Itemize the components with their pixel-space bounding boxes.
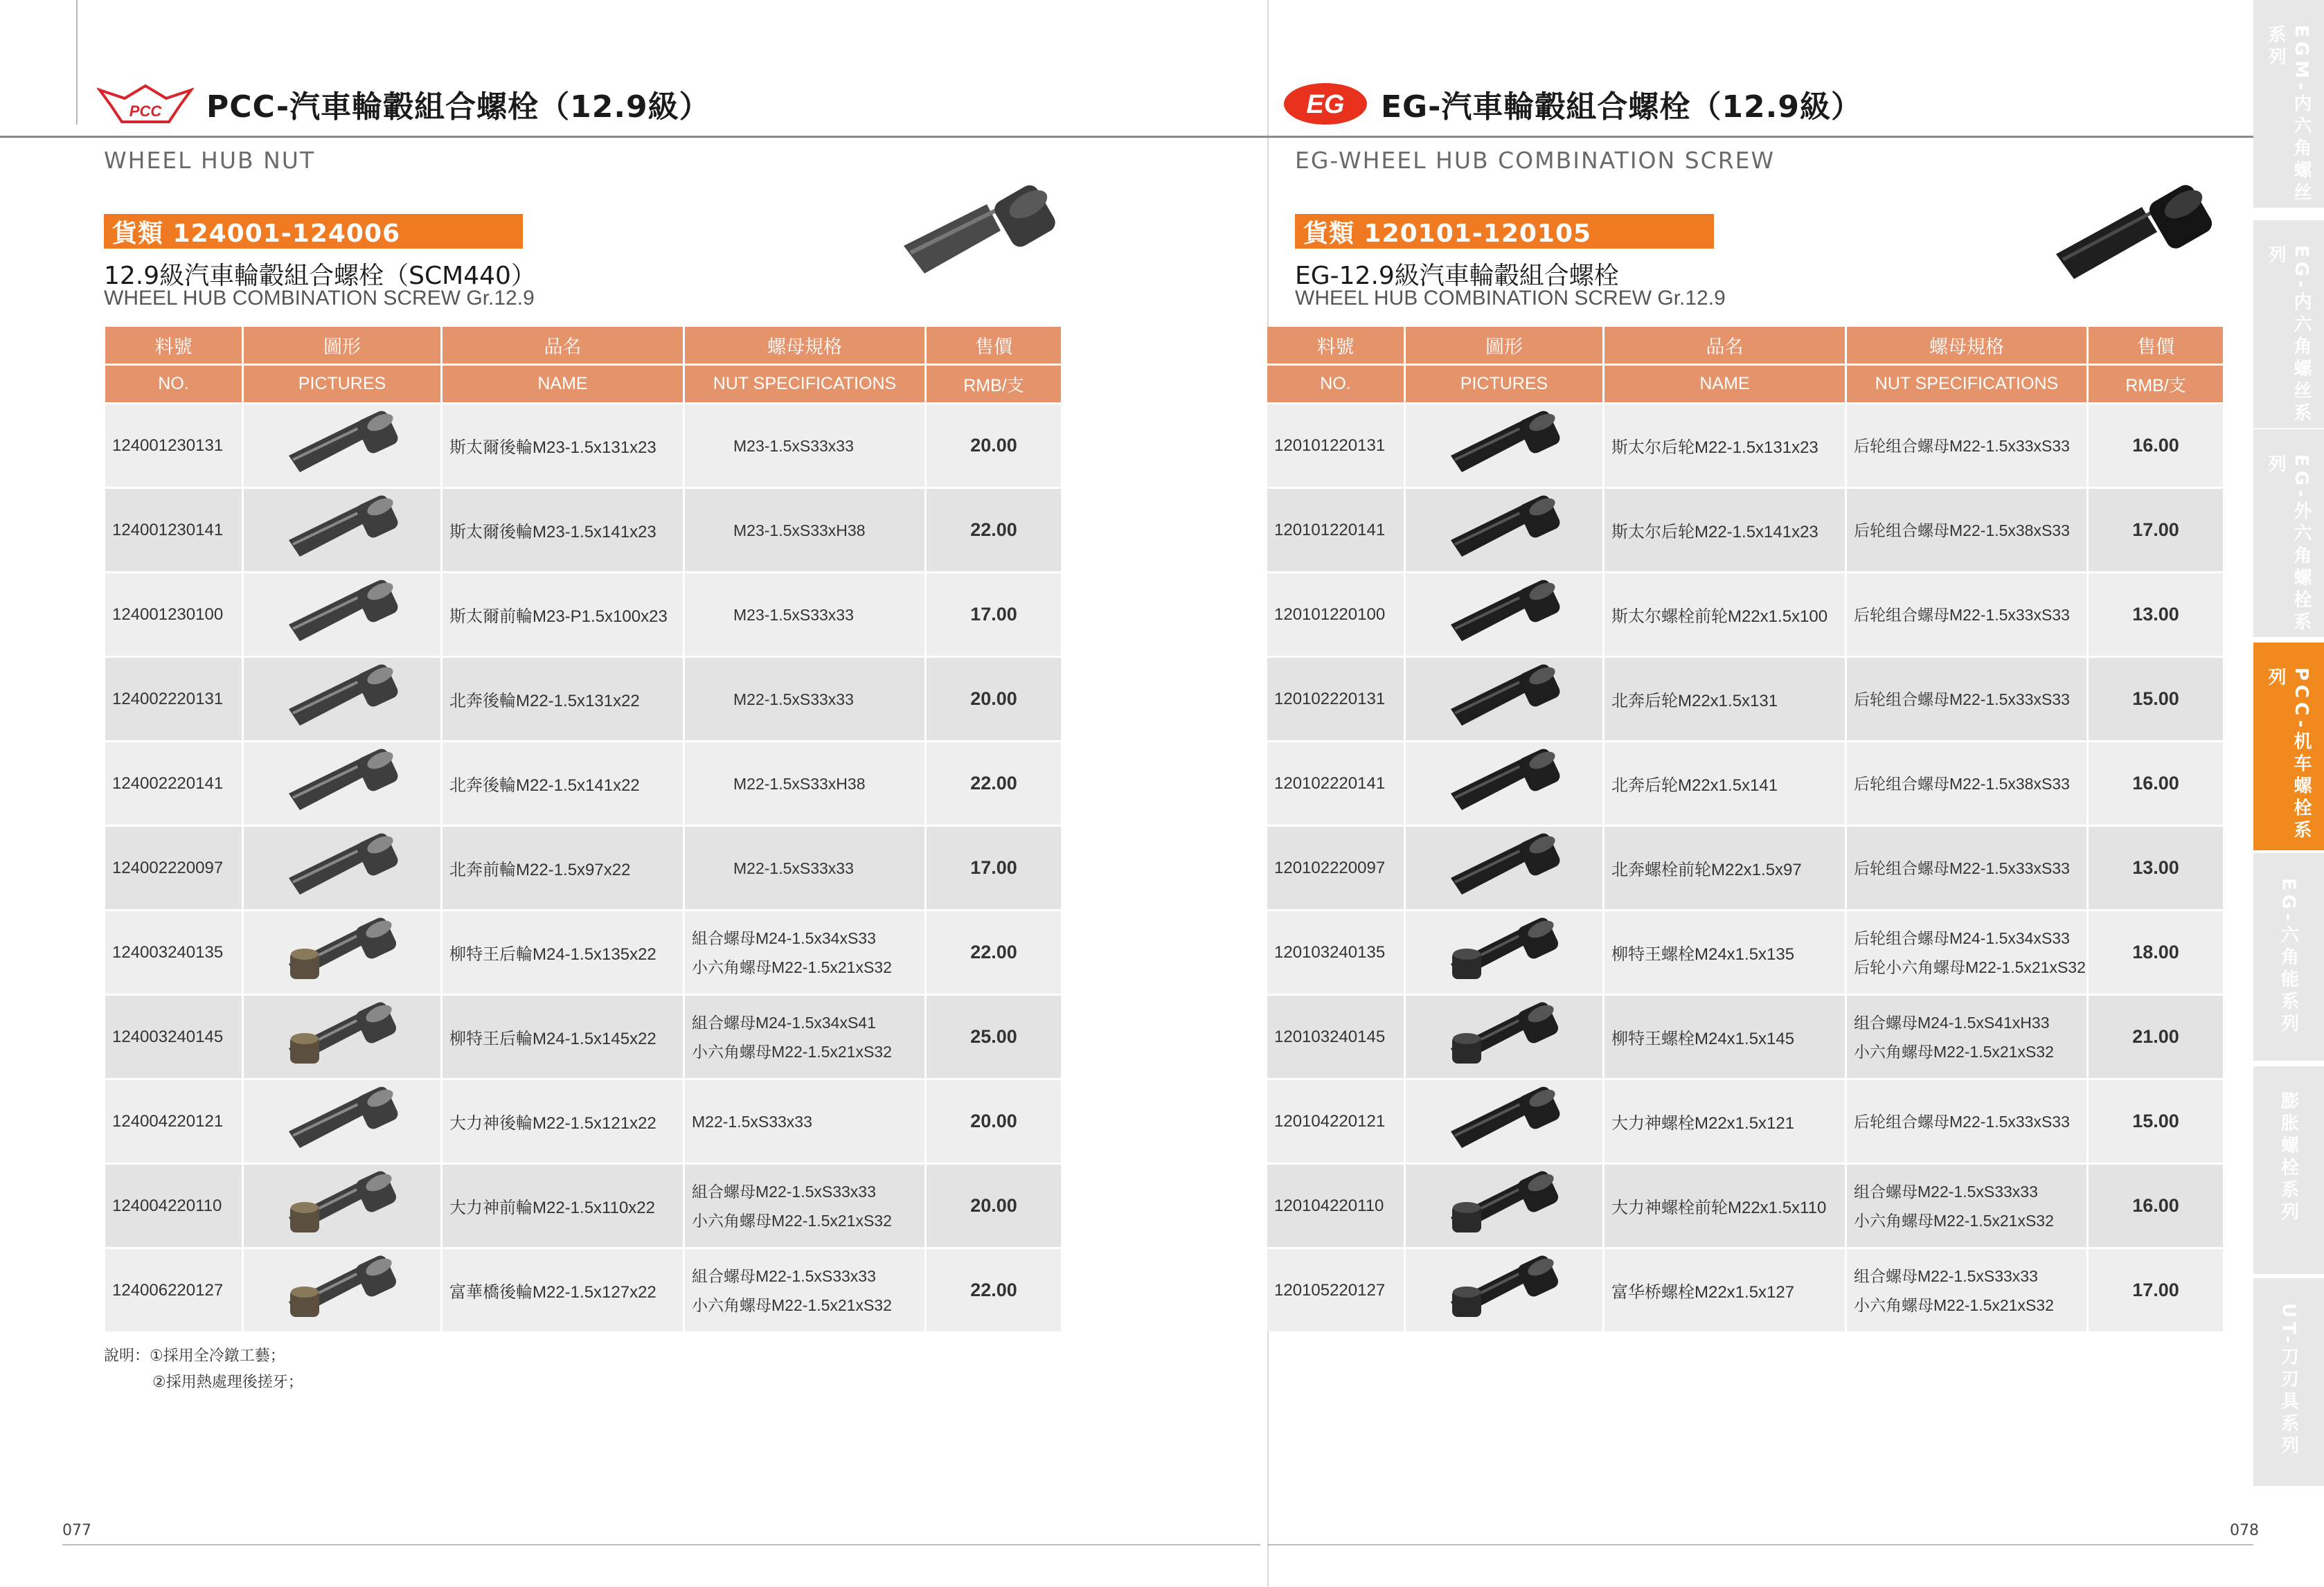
table-row bbox=[1267, 487, 2223, 571]
price: 22.00 bbox=[927, 909, 1061, 994]
product-picture bbox=[244, 909, 440, 994]
col-header-nut-en: NUT SPECIFICATIONS bbox=[685, 364, 924, 402]
nut-specification bbox=[685, 1078, 924, 1163]
col-header-pictures: 圖形 bbox=[244, 327, 440, 364]
table-row bbox=[1267, 740, 2223, 825]
product-picture bbox=[1406, 1247, 1602, 1332]
nut-spec-line-2: 后轮小六角螺母M22-1.5x21xS32 bbox=[1854, 958, 2086, 976]
hub-bolt-icon bbox=[1445, 409, 1563, 478]
hub-bolt-icon bbox=[1445, 493, 1563, 562]
part-number: 124003240145 bbox=[105, 994, 242, 1078]
side-tab-label: PCC-机车螺栓系列 bbox=[2265, 667, 2312, 843]
table-row bbox=[105, 487, 1061, 571]
col-header-nut: 螺母規格 bbox=[685, 327, 924, 364]
combo-bolt-icon bbox=[283, 1169, 401, 1238]
product-picture bbox=[1406, 487, 1602, 571]
table-row bbox=[1267, 571, 2223, 656]
header-rule bbox=[1267, 136, 2253, 138]
pcc-logo-icon bbox=[97, 82, 194, 126]
combo-bolt-icon bbox=[1445, 1000, 1563, 1069]
part-number: 120102220141 bbox=[1267, 740, 1404, 825]
table-row bbox=[1267, 994, 2223, 1078]
col-header-price-en: RMB/支 bbox=[2089, 364, 2223, 402]
hub-bolt-icon bbox=[283, 662, 401, 731]
side-tab[interactable] bbox=[2253, 220, 2324, 428]
side-tab-label: UT-刀刃具系列 bbox=[2278, 1303, 2299, 1458]
part-number: 124004220110 bbox=[105, 1163, 242, 1247]
col-header-price: 售價 bbox=[2089, 327, 2223, 364]
nut-specification bbox=[685, 571, 924, 656]
col-header-price: 售價 bbox=[927, 327, 1061, 364]
col-header-name-en: NAME bbox=[1605, 364, 1845, 402]
nut-specification bbox=[1847, 1163, 2086, 1247]
product-name: 柳特王螺栓M24x1.5x145 bbox=[1605, 994, 1845, 1078]
product-picture bbox=[244, 402, 440, 487]
side-tab[interactable] bbox=[2253, 429, 2324, 637]
product-picture bbox=[1406, 571, 1602, 656]
product-name: 大力神前輪M22-1.5x110x22 bbox=[443, 1163, 683, 1247]
nut-specification bbox=[1847, 571, 2086, 656]
part-number: 120102220097 bbox=[1267, 825, 1404, 909]
product-picture bbox=[244, 571, 440, 656]
nut-specification bbox=[685, 1163, 924, 1247]
product-picture bbox=[244, 740, 440, 825]
side-tab[interactable] bbox=[2253, 643, 2324, 850]
product-picture bbox=[1406, 656, 1602, 740]
note-1: 說明：①採用全冷鐓工藝； bbox=[104, 1347, 285, 1365]
nut-specification bbox=[1847, 1078, 2086, 1163]
hub-bolt-icon bbox=[283, 493, 401, 562]
right-spec-table bbox=[1265, 327, 2225, 1332]
product-picture bbox=[1406, 1078, 1602, 1163]
nut-spec-line-1: 組合螺母M24-1.5x34xS33 bbox=[692, 929, 876, 947]
price: 16.00 bbox=[2089, 402, 2223, 487]
product-name: 斯太尔后轮M22-1.5x131x23 bbox=[1605, 402, 1845, 487]
col-header-name: 品名 bbox=[1605, 327, 1845, 364]
part-number: 124002220141 bbox=[105, 740, 242, 825]
product-name: 大力神螺栓M22x1.5x121 bbox=[1605, 1078, 1845, 1163]
col-header-nut-en: NUT SPECIFICATIONS bbox=[1847, 364, 2086, 402]
nut-spec-line-1: 后轮组合螺母M22-1.5x38xS33 bbox=[1854, 521, 2070, 539]
nut-specification bbox=[1847, 487, 2086, 571]
price: 22.00 bbox=[927, 740, 1061, 825]
price: 25.00 bbox=[927, 994, 1061, 1078]
price: 17.00 bbox=[927, 571, 1061, 656]
nut-spec-line-1: 后轮组合螺母M22-1.5x33xS33 bbox=[1854, 436, 2070, 455]
hub-bolt-icon bbox=[1445, 1084, 1563, 1154]
part-number: 124001230141 bbox=[105, 487, 242, 571]
product-name: 大力神後輪M22-1.5x121x22 bbox=[443, 1078, 683, 1163]
table-row bbox=[105, 1078, 1061, 1163]
product-name: 富华桥螺栓M22x1.5x127 bbox=[1605, 1247, 1845, 1332]
product-picture bbox=[244, 825, 440, 909]
part-number: 124001230100 bbox=[105, 571, 242, 656]
nut-specification bbox=[1847, 740, 2086, 825]
part-number: 124006220127 bbox=[105, 1247, 242, 1332]
col-header-name-en: NAME bbox=[443, 364, 683, 402]
section-side-tabs bbox=[2253, 0, 2324, 1587]
hub-bolt-icon bbox=[283, 1084, 401, 1154]
nut-specification bbox=[685, 487, 924, 571]
nut-spec-line-1: 组合螺母M22-1.5xS33x33 bbox=[1854, 1266, 2038, 1285]
nut-spec-line-1: 后轮组合螺母M22-1.5x33xS33 bbox=[1854, 859, 2070, 877]
col-header-no-en: NO. bbox=[105, 364, 242, 402]
product-picture bbox=[244, 1163, 440, 1247]
nut-spec-line-1: 后轮组合螺母M22-1.5x38xS33 bbox=[1854, 774, 2070, 793]
product-name: 柳特王后輪M24-1.5x145x22 bbox=[443, 994, 683, 1078]
part-number: 120103240145 bbox=[1267, 994, 1404, 1078]
hub-bolt-icon bbox=[1445, 662, 1563, 731]
left-header bbox=[0, 0, 1267, 174]
header-rule bbox=[0, 136, 1267, 138]
product-picture bbox=[1406, 1163, 1602, 1247]
nut-specification bbox=[1847, 994, 2086, 1078]
product-title: 12.9級汽車輪轂組合螺栓（SCM440） bbox=[104, 262, 536, 290]
footer-rule bbox=[62, 1544, 1260, 1545]
table-row bbox=[1267, 909, 2223, 994]
part-number: 124004220121 bbox=[105, 1078, 242, 1163]
product-picture bbox=[244, 1078, 440, 1163]
footer-rule bbox=[1267, 1544, 2253, 1545]
price: 22.00 bbox=[927, 487, 1061, 571]
product-name: 斯太爾前輪M23-P1.5x100x23 bbox=[443, 571, 683, 656]
notes bbox=[104, 1343, 303, 1396]
product-picture bbox=[1406, 740, 1602, 825]
nut-spec-line-1: M22-1.5xS33x33 bbox=[733, 859, 854, 877]
price: 16.00 bbox=[2089, 740, 2223, 825]
hub-bolt-icon bbox=[283, 831, 401, 900]
product-name: 北奔螺栓前轮M22x1.5x97 bbox=[1605, 825, 1845, 909]
col-header-no: 料號 bbox=[105, 327, 242, 364]
price: 18.00 bbox=[2089, 909, 2223, 994]
price: 17.00 bbox=[927, 825, 1061, 909]
note-2: ②採用熱處理後搓牙； bbox=[152, 1374, 303, 1391]
product-picture bbox=[244, 656, 440, 740]
nut-spec-line-1: 组合螺母M24-1.5xS41xH33 bbox=[1854, 1013, 2050, 1032]
table-row bbox=[1267, 402, 2223, 487]
nut-specification bbox=[685, 909, 924, 994]
combo-bolt-icon bbox=[1445, 1253, 1563, 1322]
part-number: 120105220127 bbox=[1267, 1247, 1404, 1332]
nut-specification bbox=[685, 825, 924, 909]
hero-bolt-image bbox=[897, 177, 1063, 287]
combo-bolt-icon bbox=[283, 1253, 401, 1322]
product-name: 北奔后轮M22x1.5x141 bbox=[1605, 740, 1845, 825]
combo-bolt-icon bbox=[283, 915, 401, 985]
hero-bolt-image bbox=[2046, 177, 2219, 287]
table-row bbox=[105, 909, 1061, 994]
product-picture bbox=[1406, 909, 1602, 994]
table-row bbox=[105, 656, 1061, 740]
table-row bbox=[1267, 825, 2223, 909]
price: 20.00 bbox=[927, 656, 1061, 740]
page-number: 077 bbox=[62, 1522, 91, 1539]
right-header bbox=[1267, 0, 2253, 174]
nut-spec-line-1: M22-1.5xS33x33 bbox=[733, 690, 854, 708]
price: 17.00 bbox=[2089, 1247, 2223, 1332]
nut-spec-line-1: M23-1.5xS33x33 bbox=[733, 605, 854, 624]
nut-specification bbox=[1847, 656, 2086, 740]
hub-bolt-icon bbox=[1445, 577, 1563, 647]
page-subtitle: WHEEL HUB NUT bbox=[104, 147, 316, 174]
col-header-no: 料號 bbox=[1267, 327, 1404, 364]
product-picture bbox=[244, 994, 440, 1078]
table-row bbox=[1267, 1078, 2223, 1163]
nut-spec-line-1: 后轮组合螺母M24-1.5x34xS33 bbox=[1854, 929, 2070, 947]
product-name: 北奔後輪M22-1.5x131x22 bbox=[443, 656, 683, 740]
hub-bolt-icon bbox=[1445, 831, 1563, 900]
table-row bbox=[1267, 1163, 2223, 1247]
side-tab-label: EG-外六角螺栓系列 bbox=[2265, 454, 2312, 634]
product-name: 富華橋後輪M22-1.5x127x22 bbox=[443, 1247, 683, 1332]
col-header-name: 品名 bbox=[443, 327, 683, 364]
nut-spec-line-2: 小六角螺母M22-1.5x21xS32 bbox=[692, 1295, 892, 1314]
nut-spec-line-2: 小六角螺母M22-1.5x21xS32 bbox=[1854, 1295, 2054, 1314]
nut-specification bbox=[685, 402, 924, 487]
product-name: 柳特王螺栓M24x1.5x135 bbox=[1605, 909, 1845, 994]
category-bar: 貨類 120101-120105 bbox=[1295, 214, 1714, 249]
nut-spec-line-1: M23-1.5xS33xH38 bbox=[733, 521, 866, 539]
nut-spec-line-1: 后轮组合螺母M22-1.5x33xS33 bbox=[1854, 690, 2070, 708]
nut-specification bbox=[685, 740, 924, 825]
col-header-no-en: NO. bbox=[1267, 364, 1404, 402]
product-name: 斯太尔后轮M22-1.5x141x23 bbox=[1605, 487, 1845, 571]
product-name: 大力神螺栓前轮M22x1.5x110 bbox=[1605, 1163, 1845, 1247]
part-number: 120101220141 bbox=[1267, 487, 1404, 571]
price: 16.00 bbox=[2089, 1163, 2223, 1247]
col-header-pictures-en: PICTURES bbox=[244, 364, 440, 402]
left-spec-table bbox=[103, 327, 1063, 1332]
eg-logo-icon bbox=[1282, 82, 1368, 126]
table-row bbox=[105, 825, 1061, 909]
table-row bbox=[1267, 656, 2223, 740]
left-title-row bbox=[97, 82, 710, 126]
combo-bolt-icon bbox=[1445, 915, 1563, 985]
nut-spec-line-1: 组合螺母M22-1.5xS33x33 bbox=[1854, 1182, 2038, 1201]
category-bar: 貨類 124001-124006 bbox=[104, 214, 523, 249]
table-row bbox=[1267, 1247, 2223, 1332]
nut-specification bbox=[1847, 909, 2086, 994]
product-name: 北奔後輪M22-1.5x141x22 bbox=[443, 740, 683, 825]
nut-spec-line-2: 小六角螺母M22-1.5x21xS32 bbox=[692, 1211, 892, 1230]
right-title-row bbox=[1282, 82, 1862, 126]
col-header-nut: 螺母規格 bbox=[1847, 327, 2086, 364]
nut-spec-line-1: M22-1.5xS33x33 bbox=[692, 1112, 812, 1131]
right-page bbox=[1267, 0, 2259, 1587]
table-row bbox=[105, 740, 1061, 825]
part-number: 120101220131 bbox=[1267, 402, 1404, 487]
page-title: PCC-汽車輪轂組合螺栓（12.9級） bbox=[206, 89, 710, 125]
side-tab-label: EGM-内六角螺丝系列 bbox=[2265, 25, 2312, 205]
part-number: 120103240135 bbox=[1267, 909, 1404, 994]
pcc-logo-text: PCC bbox=[129, 102, 162, 120]
product-picture bbox=[1406, 402, 1602, 487]
part-number: 120104220110 bbox=[1267, 1163, 1404, 1247]
side-tab[interactable] bbox=[2253, 0, 2324, 208]
col-header-pictures-en: PICTURES bbox=[1406, 364, 1602, 402]
table-row bbox=[105, 994, 1061, 1078]
part-number: 124002220131 bbox=[105, 656, 242, 740]
part-number: 120101220100 bbox=[1267, 571, 1404, 656]
price: 17.00 bbox=[2089, 487, 2223, 571]
table-row bbox=[105, 571, 1061, 656]
part-number: 124003240135 bbox=[105, 909, 242, 994]
nut-specification bbox=[1847, 402, 2086, 487]
nut-spec-line-1: 后轮组合螺母M22-1.5x33xS33 bbox=[1854, 605, 2070, 624]
page-number: 078 bbox=[2230, 1522, 2259, 1539]
part-number: 120104220121 bbox=[1267, 1078, 1404, 1163]
combo-bolt-icon bbox=[283, 1000, 401, 1069]
product-subtitle: WHEEL HUB COMBINATION SCREW Gr.12.9 bbox=[1295, 287, 1726, 310]
product-name: 北奔后轮M22x1.5x131 bbox=[1605, 656, 1845, 740]
col-header-price-en: RMB/支 bbox=[927, 364, 1061, 402]
hub-bolt-icon bbox=[1445, 746, 1563, 816]
table-row bbox=[105, 1163, 1061, 1247]
table-row bbox=[105, 1247, 1061, 1332]
price: 15.00 bbox=[2089, 1078, 2223, 1163]
side-tab[interactable] bbox=[2253, 1278, 2324, 1486]
nut-spec-line-1: M22-1.5xS33xH38 bbox=[733, 774, 866, 793]
hub-bolt-icon bbox=[283, 577, 401, 647]
product-subtitle: WHEEL HUB COMBINATION SCREW Gr.12.9 bbox=[104, 287, 535, 310]
nut-spec-line-2: 小六角螺母M22-1.5x21xS32 bbox=[692, 958, 892, 976]
product-name: 北奔前輪M22-1.5x97x22 bbox=[443, 825, 683, 909]
hub-bolt-icon bbox=[283, 746, 401, 816]
col-header-pictures: 圖形 bbox=[1406, 327, 1602, 364]
nut-specification bbox=[1847, 1247, 2086, 1332]
part-number: 120102220131 bbox=[1267, 656, 1404, 740]
product-name: 斯太爾後輪M23-1.5x131x23 bbox=[443, 402, 683, 487]
side-tab[interactable] bbox=[2253, 853, 2324, 1061]
price: 13.00 bbox=[2089, 825, 2223, 909]
product-picture bbox=[244, 487, 440, 571]
nut-specification bbox=[685, 656, 924, 740]
price: 20.00 bbox=[927, 402, 1061, 487]
price: 20.00 bbox=[927, 1163, 1061, 1247]
product-name: 柳特王后輪M24-1.5x135x22 bbox=[443, 909, 683, 994]
price: 22.00 bbox=[927, 1247, 1061, 1332]
product-picture bbox=[244, 1247, 440, 1332]
nut-specification bbox=[685, 994, 924, 1078]
combo-bolt-icon bbox=[1445, 1169, 1563, 1238]
part-number: 124002220097 bbox=[105, 825, 242, 909]
page-subtitle: EG-WHEEL HUB COMBINATION SCREW bbox=[1295, 147, 1776, 174]
product-name: 斯太尔螺栓前轮M22x1.5x100 bbox=[1605, 571, 1845, 656]
hub-bolt-icon bbox=[283, 409, 401, 478]
page-title: EG-汽車輪轂組合螺栓（12.9級） bbox=[1381, 89, 1862, 125]
price: 15.00 bbox=[2089, 656, 2223, 740]
nut-spec-line-1: M23-1.5xS33x33 bbox=[733, 436, 854, 455]
nut-spec-line-1: 組合螺母M22-1.5xS33x33 bbox=[692, 1182, 876, 1201]
nut-specification bbox=[1847, 825, 2086, 909]
nut-spec-line-1: 后轮组合螺母M22-1.5x33xS33 bbox=[1854, 1112, 2070, 1131]
side-tab[interactable] bbox=[2253, 1066, 2324, 1274]
nut-spec-line-2: 小六角螺母M22-1.5x21xS32 bbox=[1854, 1211, 2054, 1230]
part-number: 124001230131 bbox=[105, 402, 242, 487]
table-row bbox=[105, 402, 1061, 487]
nut-spec-line-2: 小六角螺母M22-1.5x21xS32 bbox=[1854, 1042, 2054, 1061]
nut-specification bbox=[685, 1247, 924, 1332]
product-name: 斯太爾後輪M23-1.5x141x23 bbox=[443, 487, 683, 571]
product-title: EG-12.9級汽車輪轂組合螺栓 bbox=[1295, 262, 1619, 290]
nut-spec-line-2: 小六角螺母M22-1.5x21xS32 bbox=[692, 1042, 892, 1061]
eg-logo-text: EG bbox=[1306, 90, 1345, 119]
price: 13.00 bbox=[2089, 571, 2223, 656]
nut-spec-line-1: 組合螺母M22-1.5xS33x33 bbox=[692, 1266, 876, 1285]
nut-spec-line-1: 組合螺母M24-1.5x34xS41 bbox=[692, 1013, 876, 1032]
side-tab-label: 膨胀螺栓系列 bbox=[2278, 1091, 2299, 1224]
side-tab-label: EG-内六角螺丝系列 bbox=[2265, 245, 2312, 425]
price: 21.00 bbox=[2089, 994, 2223, 1078]
side-tab-label: EG-六角能系列 bbox=[2278, 878, 2299, 1036]
price: 20.00 bbox=[927, 1078, 1061, 1163]
product-picture bbox=[1406, 825, 1602, 909]
product-picture bbox=[1406, 994, 1602, 1078]
